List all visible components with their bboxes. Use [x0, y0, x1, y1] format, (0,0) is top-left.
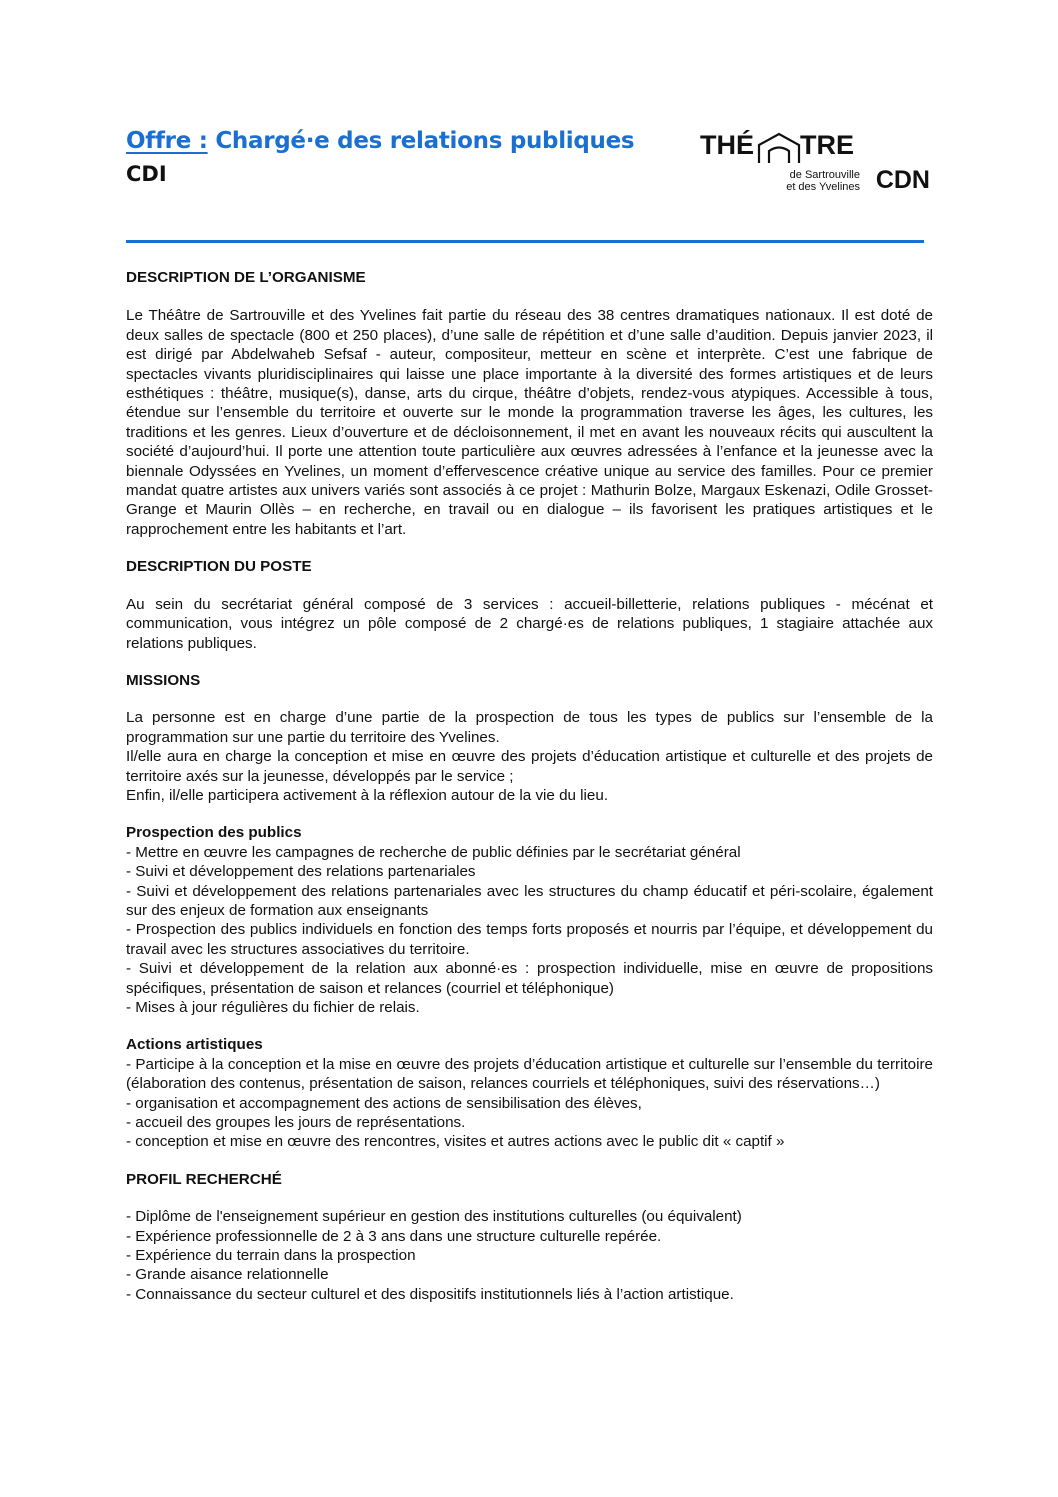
subheading-actions: Actions artistiques [126, 1036, 263, 1054]
missions-paragraph-2: Il/elle aura en charge la conception et mise en œuvre des projets d’éducation artistique et culturelle et des projets de territoire axés sur la jeunesse, développés par le service ; [126, 748, 933, 785]
job-title [126, 128, 634, 154]
section-heading-organisation: DESCRIPTION DE L’ORGANISME [126, 269, 366, 286]
logo-subtitle-1: de Sartrouville [789, 169, 860, 181]
missions-paragraph-1: La personne est en charge d’une partie de la prospection de tous les types de publics sur l’ensemble de la programmation sur une partie du territoire des Yvelines. [126, 709, 933, 746]
list-item: - Expérience du terrain dans la prospection [126, 1247, 416, 1265]
logo-subtitle-2: et des Yvelines [786, 181, 860, 193]
list-item: - Suivi et développement des relations partenariales avec les structures du champ éducatif et péri-scolaire, également sur des enjeux de formation aux enseignants [126, 882, 933, 919]
post-description: Au sein du secrétariat général composé de 3 services : accueil-billetterie, relations publiques - mécénat et communication, vous intégrez un pôle composé de 2 chargé·es de relations publiques, 1 stagiaire attachée aux relations publiques. [126, 595, 933, 652]
logo-word-right: TRE [800, 130, 854, 160]
list-item: - Suivi et développement de la relation aux abonné·es : prospection individuelle, mise en œuvre de propositions spécifiques, présentation de saison et relances (courriel et téléphonique) [126, 960, 933, 997]
section-heading-missions: MISSIONS [126, 671, 201, 689]
list-item: - Expérience professionnelle de 2 à 3 ans dans une structure culturelle repérée. [126, 1227, 662, 1245]
list-item: - Grande aisance relationnelle [126, 1266, 329, 1284]
list-item: - Connaissance du secteur culturel et des dispositifs institutionnels liés à l’action artistique. [126, 1285, 734, 1303]
list-item: - accueil des groupes les jours de représentations. [126, 1114, 466, 1132]
document-body [126, 268, 933, 1304]
list-item: - organisation et accompagnement des actions de sensibilisation des élèves, [126, 1094, 642, 1112]
section-heading-profile: PROFIL RECHERCHÉ [126, 1170, 282, 1188]
theatre-logo [700, 130, 930, 194]
logo-word-left: THÉ [700, 130, 754, 160]
title-prefix: Offre : [126, 128, 208, 154]
contract-type: CDI [126, 162, 167, 186]
list-item: - Participe à la conception et la mise en œuvre des projets d’éducation artistique et culturelle sur l’ensemble du territoire (élaboration des contenus, présentation de saison, relances courriels et téléphoniques, suivi des réservations…) [126, 1055, 933, 1093]
organisation-description: Le Théâtre de Sartrouville et des Yvelines fait partie du réseau des 38 centres dramatiques nationaux. Il est doté de deux salles de spectacle (800 et 250 places), d’une salle de répétition et d’une salle d’audition. Depuis janvier 2023, il est dirigé par Abdelwaheb Sefsaf - auteur, compositeur, metteur en scène et interprète. C’est une fabrique de spectacles vivants pluridisciplinaires qui laisse une place importante à la diversité des formes artistiques et de leurs esthétiques : théâtre, musique(s), danse, arts du cirque, théâtre d’objets, rendez-vous atypiques. Accessible à tous, étendue sur l’ensemble du territoire et ouverte sur le monde la programmation traverse les âges, les cultures, les traditions et les genres. Lieux d’ouverture et de décloisonnement, il met en avant les nouveaux récits qui auscultent la société d’aujourd’hui. Il porte une attention toute particulière aux œuvres adressées à l’enfance et la jeunesse avec la biennale Odyssées en Yvelines, un moment d’effervescence créative unique au service des familles. Pour ce premier mandat quatre artistes aux univers variés sont associés à ce projet : Mathurin Bolze, Margaux Eskenazi, Odile Grosset-Grange et Maurin Ollès – en recherche, en travail ou en dialogue – ils favorisent les pratiques artistiques et le rapprochement entre les habitants et l’art. [126, 307, 933, 538]
subheading-prospection: Prospection des publics [126, 824, 302, 842]
section-heading-post: DESCRIPTION DU POSTE [126, 558, 312, 576]
logo-cdn: CDN [875, 166, 930, 194]
title-main: Chargé·e des relations publiques [207, 128, 635, 154]
list-item: - Diplôme de l'enseignement supérieur en gestion des institutions culturelles (ou équivalent) [126, 1208, 742, 1226]
list-item: - Mettre en œuvre les campagnes de recherche de public définies par le secrétariat général [126, 843, 741, 861]
list-item: - Prospection des publics individuels en fonction des temps forts proposés et nourris par l’équipe, et développement du travail avec les structures associatives du territoire. [126, 921, 933, 958]
house-outline-icon [756, 132, 802, 164]
header-divider [126, 240, 924, 243]
list-item: - conception et mise en œuvre des rencontres, visites et autres actions avec le public dit « captif » [126, 1133, 785, 1151]
list-item: - Suivi et développement des relations partenariales [126, 863, 476, 881]
list-item: - Mises à jour régulières du fichier de relais. [126, 999, 420, 1016]
missions-paragraph-3: Enfin, il/elle participera activement à la réflexion autour de la vie du lieu. [126, 786, 609, 804]
